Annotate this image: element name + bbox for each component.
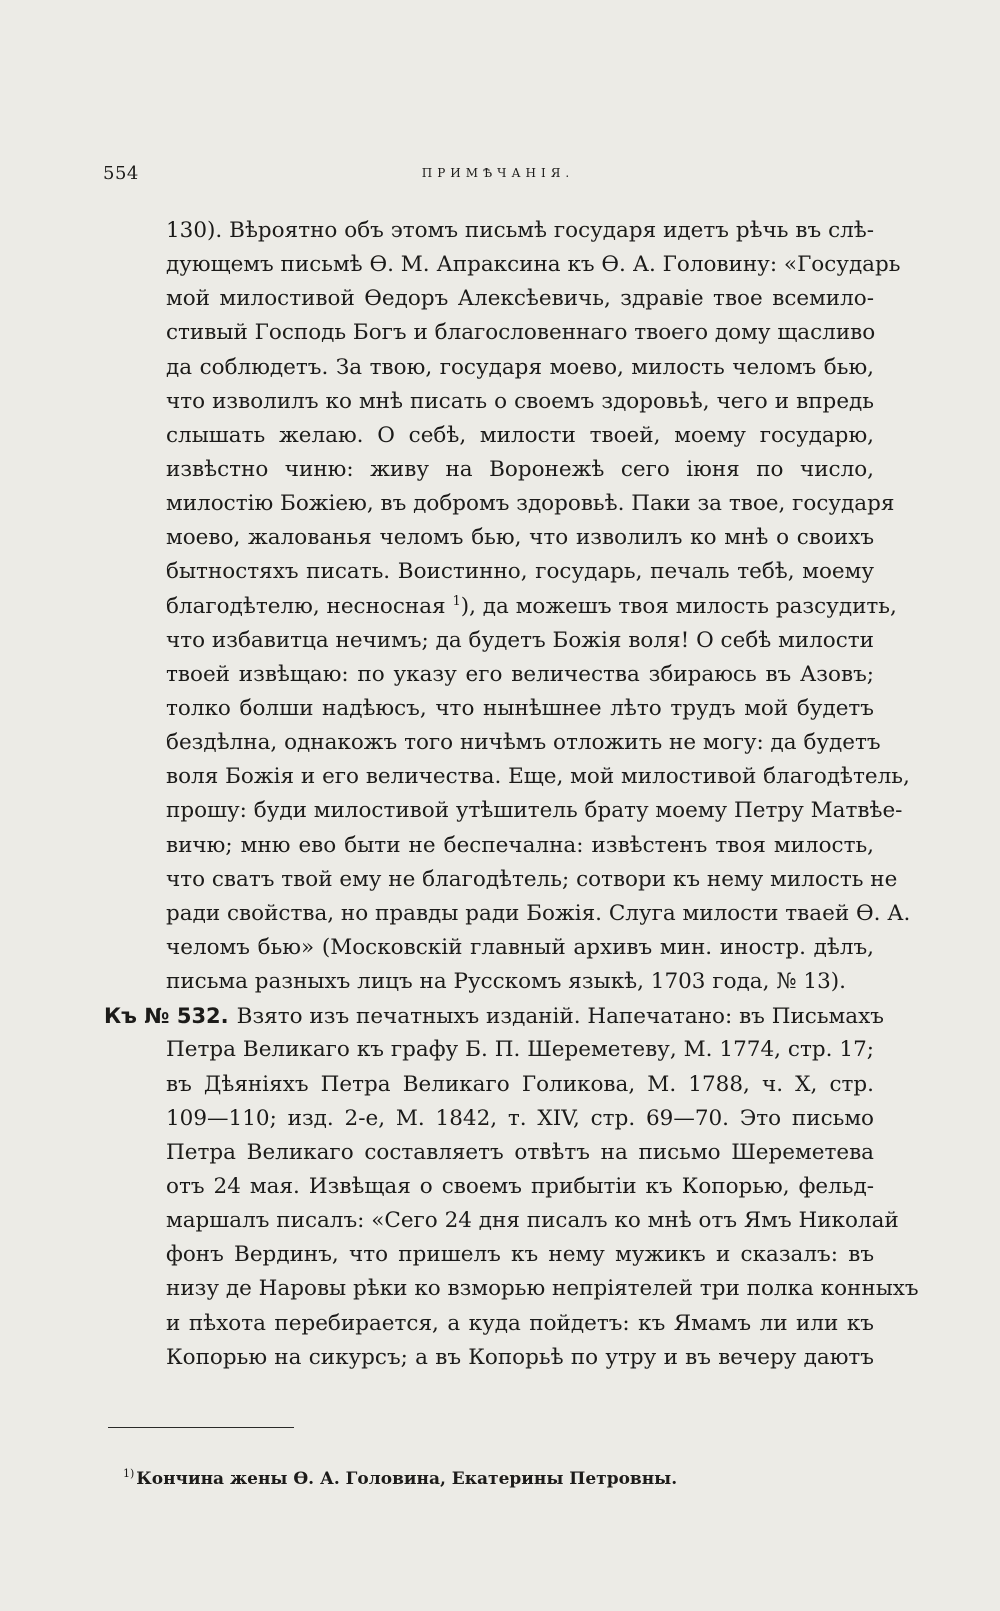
footnote-mark: 1) [123,1467,135,1481]
page-number: 554 [103,163,139,184]
text-line: и пѣхота перебирается, а куда пойдетъ: къ Ямамъ ли или къ [166,1310,874,1336]
text-line: 109—110; изд. 2-е, М. 1842, т. XIV, стр. 69—70. Это письмо [166,1105,874,1131]
text-line: твоей извѣщаю: по указу его величества збираюсь въ Азовъ; [166,661,874,687]
text-line: милостію Божіею, въ добромъ здоровьѣ. Паки за твое, государя [166,491,895,517]
text-segment: Взято изъ печатныхъ изданій. Напечатано: въ Письмахъ [236,1004,884,1030]
text-line: низу де Наровы рѣки ко взморью непріятелей три полка конныхъ [166,1276,919,1302]
text-line: 130). Вѣроятно объ этомъ письмѣ государя идетъ рѣчь въ слѣ- [166,218,874,243]
text-line: извѣстно чиню: живу на Воронежѣ сего іюня по число, [166,456,874,482]
text-line-with-footnote-ref [166,590,897,624]
footnote-reference: 1 [452,593,461,609]
text-line: стивый Господь Богъ и благословеннаго твоего дому щасливо [166,320,876,346]
text-line: фонъ Вердинъ, что пришелъ къ нему мужикъ и сказалъ: въ [166,1242,874,1268]
text-line: вичю; мню ево быти не беспечална: извѣстенъ твоя милость, [166,832,874,858]
footnote-text: Кончина жены Ѳ. А. Головина, Екатерины Петровны. [136,1469,678,1489]
text-line: письма разныхъ лицъ на Русскомъ языкѣ, 1703 года, № 13). [166,969,847,995]
text-line: челомъ бью» (Московскій главный архивъ мин. иностр. дѣлъ, [166,934,874,960]
text-line: толко болши надѣюсъ, что нынѣшнее лѣто трудъ мой будетъ [166,695,874,721]
text-line: ради свойства, но правды ради Божія. Слуга милости тваей Ѳ. А. [166,900,911,926]
text-line: дующемъ письмѣ Ѳ. М. Апраксина къ Ѳ. А. Головину: «Государь [166,252,901,278]
text-line: Петра Великаго составляетъ отвѣтъ на письмо Шереметева [166,1139,874,1165]
footnote [123,1469,677,1489]
text-line: прошу: буди милостивой утѣшитель брату моему Петру Матвѣе- [166,798,903,824]
text-line: что изволилъ ко мнѣ писать о своемъ здоровьѣ, чего и впредь [166,388,874,414]
entry-label: Къ № 532. [104,1004,229,1029]
text-line: бездѣлна, однакожъ того ничѣмъ отложить не могу: да будетъ [166,730,881,756]
text-line: что избавитца нечимъ; да будетъ Божія воля! О себѣ милости [166,627,874,653]
text-segment: ), да можешъ твоя милость разсудить, [460,593,897,619]
footnote-divider [108,1427,294,1428]
text-line: мой милостивой Ѳедоръ Алексѣевичь, здравіе твое всемило- [166,286,874,312]
text-line: да соблюдетъ. За твою, государя моево, милость челомъ бью, [166,354,874,380]
text-line: слышать желаю. О себѣ, милости твоей, моему государю, [166,422,874,448]
entry-first-line [104,999,884,1033]
text-line: моево, жалованья челомъ бью, что изволилъ ко мнѣ о своихъ [166,525,874,551]
page-header [103,163,893,193]
text-line: воля Божія и его величества. Еще, мой милостивой благодѣтель, [166,764,910,790]
text-line: отъ 24 мая. Извѣщая о своемъ прибытіи къ Копорью, фельд- [166,1173,874,1199]
text-line: маршалъ писалъ: «Сего 24 дня писалъ ко мнѣ отъ Ямъ Николай [166,1208,899,1234]
text-line: въ Дѣяніяхъ Петра Великаго Голикова, М. 1788, ч. X, стр. [166,1071,874,1097]
text-segment: благодѣтелю, несносная [166,593,446,619]
running-head: ПРИМѢЧАНІЯ. [421,166,575,180]
text-line: что сватъ твой ему не благодѣтель; сотвори къ нему милость не [166,866,898,892]
text-line: Петра Великаго къ графу Б. П. Шереметеву, М. 1774, стр. 17; [166,1037,874,1063]
text-line: Копорью на сикурсъ; а въ Копорьѣ по утру и въ вечеру даютъ [166,1344,874,1370]
text-line: бытностяхъ писать. Воистинно, государь, печаль тебѣ, моему [166,559,874,585]
body-text [104,214,919,1375]
